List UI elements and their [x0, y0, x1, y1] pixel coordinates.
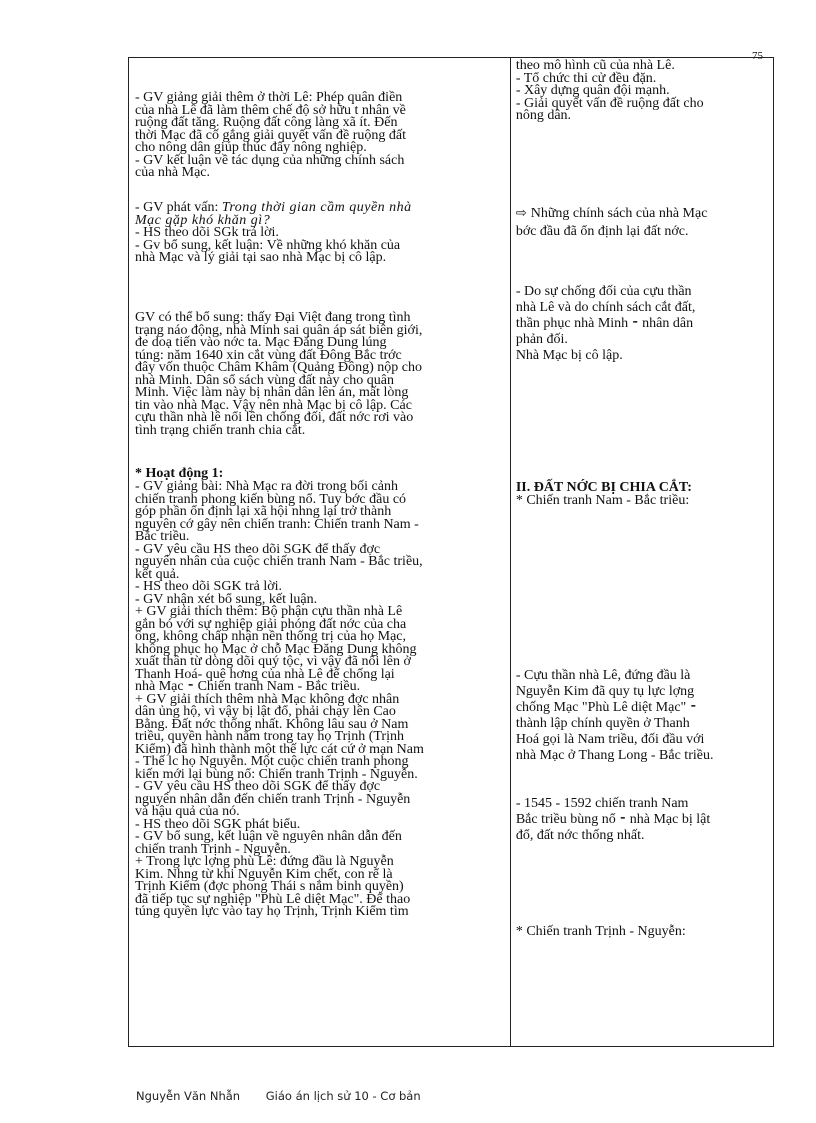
- page-footer: [136, 1089, 443, 1103]
- footer-author: Nguyễn Văn Nhẫn: [136, 1089, 241, 1103]
- right-block-3: - Do sự chống đối của cựu thần nhà Lê và do chính sách cắt đất, thần phục nhà Minh ⁃ nhân dân phản đối. Nhà Mạc bị cô lập.: [515, 284, 696, 363]
- content-column: [511, 58, 773, 1046]
- footer-title: Giáo án lịch sử 10 - Cơ bản: [265, 1089, 421, 1103]
- left-paragraph-3: GV có thể bổ sung: thấy Đại Việt đang trong tình trạng náo động, nhà Minh sai quân áp sát biên giới, đe doạ tiến vào nớc ta. Mạc Đăng Dung lúng túng: năm 1640 xin cắt vùng đất Đông Bắc trớc đây vốn thuộc Châm Khâm (Quảng Đông) nộp cho nhà Minh. Dân sổ sách vùng đất này cho quân Minh. Việc làm này bị nhân dân lên án, mất lòng tin vào nhà Mạc. Vậy nên nhà Mạc bị cô lập. Các cựu thần nhà lê nổi lên chống đối, đất nớc rơi vào tình trạng chiến tranh chia cắt.: [135, 310, 423, 438]
- activity-heading: * Hoạt động 1:: [135, 466, 224, 481]
- section-ii-heading: II. ĐẤT NỚC BỊ CHIA CẮT: * Chiến tranh Nam - Bắc triều:: [515, 480, 692, 508]
- left-paragraph-2: - GV phát vấn: Trong thời gian cầm quyền nhà Mạc gặp khó khăn gì? - HS theo dõi SGk trả lời. - Gv bổ sung, kết luận: Về những khó khăn của nhà Mạc và lý giải tại sao nhà Mạc bị cô lập.: [135, 200, 412, 265]
- right-block-1: theo mô hình cũ của nhà Lê. - Tổ chức thi cử đều đặn. - Xây dựng quân đội mạnh. - Giải quyết vấn đề ruộng đất cho nông dân.: [515, 58, 704, 123]
- right-block-7: * Chiến tranh Trịnh - Nguyễn:: [515, 924, 686, 939]
- right-block-6: - 1545 - 1592 chiến tranh Nam Bắc triều bùng nổ ⁃ nhà Mạc bị lật đổ, đất nớc thống nhất.: [515, 796, 711, 843]
- right-block-5: - Cựu thần nhà Lê, đứng đầu là Nguyễn Kim đã quy tụ lực lợng chống Mạc "Phù Lê diệt Mạc" ⁃ thành lập chính quyền ở Thanh Hoá gọi là Nam triều, đối đầu với nhà Mạc ở Thang Long - Bắc triều.: [515, 668, 714, 763]
- lesson-table: [128, 57, 774, 1047]
- right-block-2: ⇨ Những chính sách của nhà Mạc bớc đầu đã ổn định lại đất nớc.: [515, 205, 708, 239]
- left-paragraph-4: - GV giảng bài: Nhà Mạc ra đời trong bối cảnh chiến tranh phong kiến bùng nổ. Tuy bớc đầu có góp phần ổn định lại xã hội nhng lại trở thành nguyên cớ gây nên chiến tranh: Chiến tranh Nam - Bắc triều. - GV yêu cầu HS theo dõi SGK để thấy đợc nguyên nhân của cuộc chiến tranh Nam - Bắc triều, kết quả. - HS theo dõi SGK trả lời. - GV nhận xét bổ sung, kết luận. + GV giải thích thêm: Bộ phận cựu thần nhà Lê gắn bó với sự nghiệp giải phóng đất nớc của cha ông, không chấp nhận nền thống trị của họ Mạc, không phục họ Mạc ở chỗ Mạc Đăng Dung không xuất thân từ dòng dõi quý tộc, vì vậy đã nổi lên ở Thanh Hoá- quê hơng của nhà Lê để chống lại nhà Mạc ⁃ Chiến tranh Nam - Bắc triều. + GV giải thích thêm nhà Mạc không đợc nhân dân ủng hộ, vì vậy bị lật đổ, phải chạy lên Cao Bằng. Đất nớc thống nhất. Không lâu sau ở Nam triều, quyền hành nằm trong tay họ Trịnh (Trịnh Kiểm) đã hình thành một thế lực cát cứ ở mạn Nam - Thế lc họ Nguyễn. Một cuộc chiến tranh phong kiến mới lại bùng nổ: Chiến tranh Trịnh - Nguyễn. - GV yêu cầu HS theo dõi SGK để thấy đợc nguyên nhân dẫn đến chiến tranh Trịnh - Nguyễn và hậu quả của nó. - HS theo dõi SGK phát biểu. - GV bổ sung, kết luận về nguyên nhân dẫn đến chiến tranh Trịnh - Nguyễn. + Trong lực lợng phù Lê: đứng đầu là Nguyễn Kim. Nhng từ khi Nguyễn Kim chết, con rể là Trịnh Kiểm (đợc phong Thái s nắm binh quyền) đã tiếp tục sự nghiệp "Phù Lê diệt Mạc". Để thao túng quyền lực vào tay họ Trịnh, Trịnh Kiểm tìm: [135, 479, 424, 919]
- arrow-right-icon: ⇨: [515, 205, 527, 220]
- left-paragraph-1: - GV giảng giải thêm ở thời Lê: Phép quân điền của nhà Lê đã làm thêm chế độ sở hữu t nhân về ruộng đất tăng. Ruộng đất công làng xã ít. Đến thời Mạc đã cố gắng giải quyết vấn đề ruộng đất cho nông dân giúp thúc đẩy nông nghiệp. - GV kết luận về tác dụng của những chính sách của nhà Mạc.: [135, 90, 406, 180]
- page-number: 75: [752, 50, 763, 62]
- teacher-activities-column: [129, 58, 511, 1046]
